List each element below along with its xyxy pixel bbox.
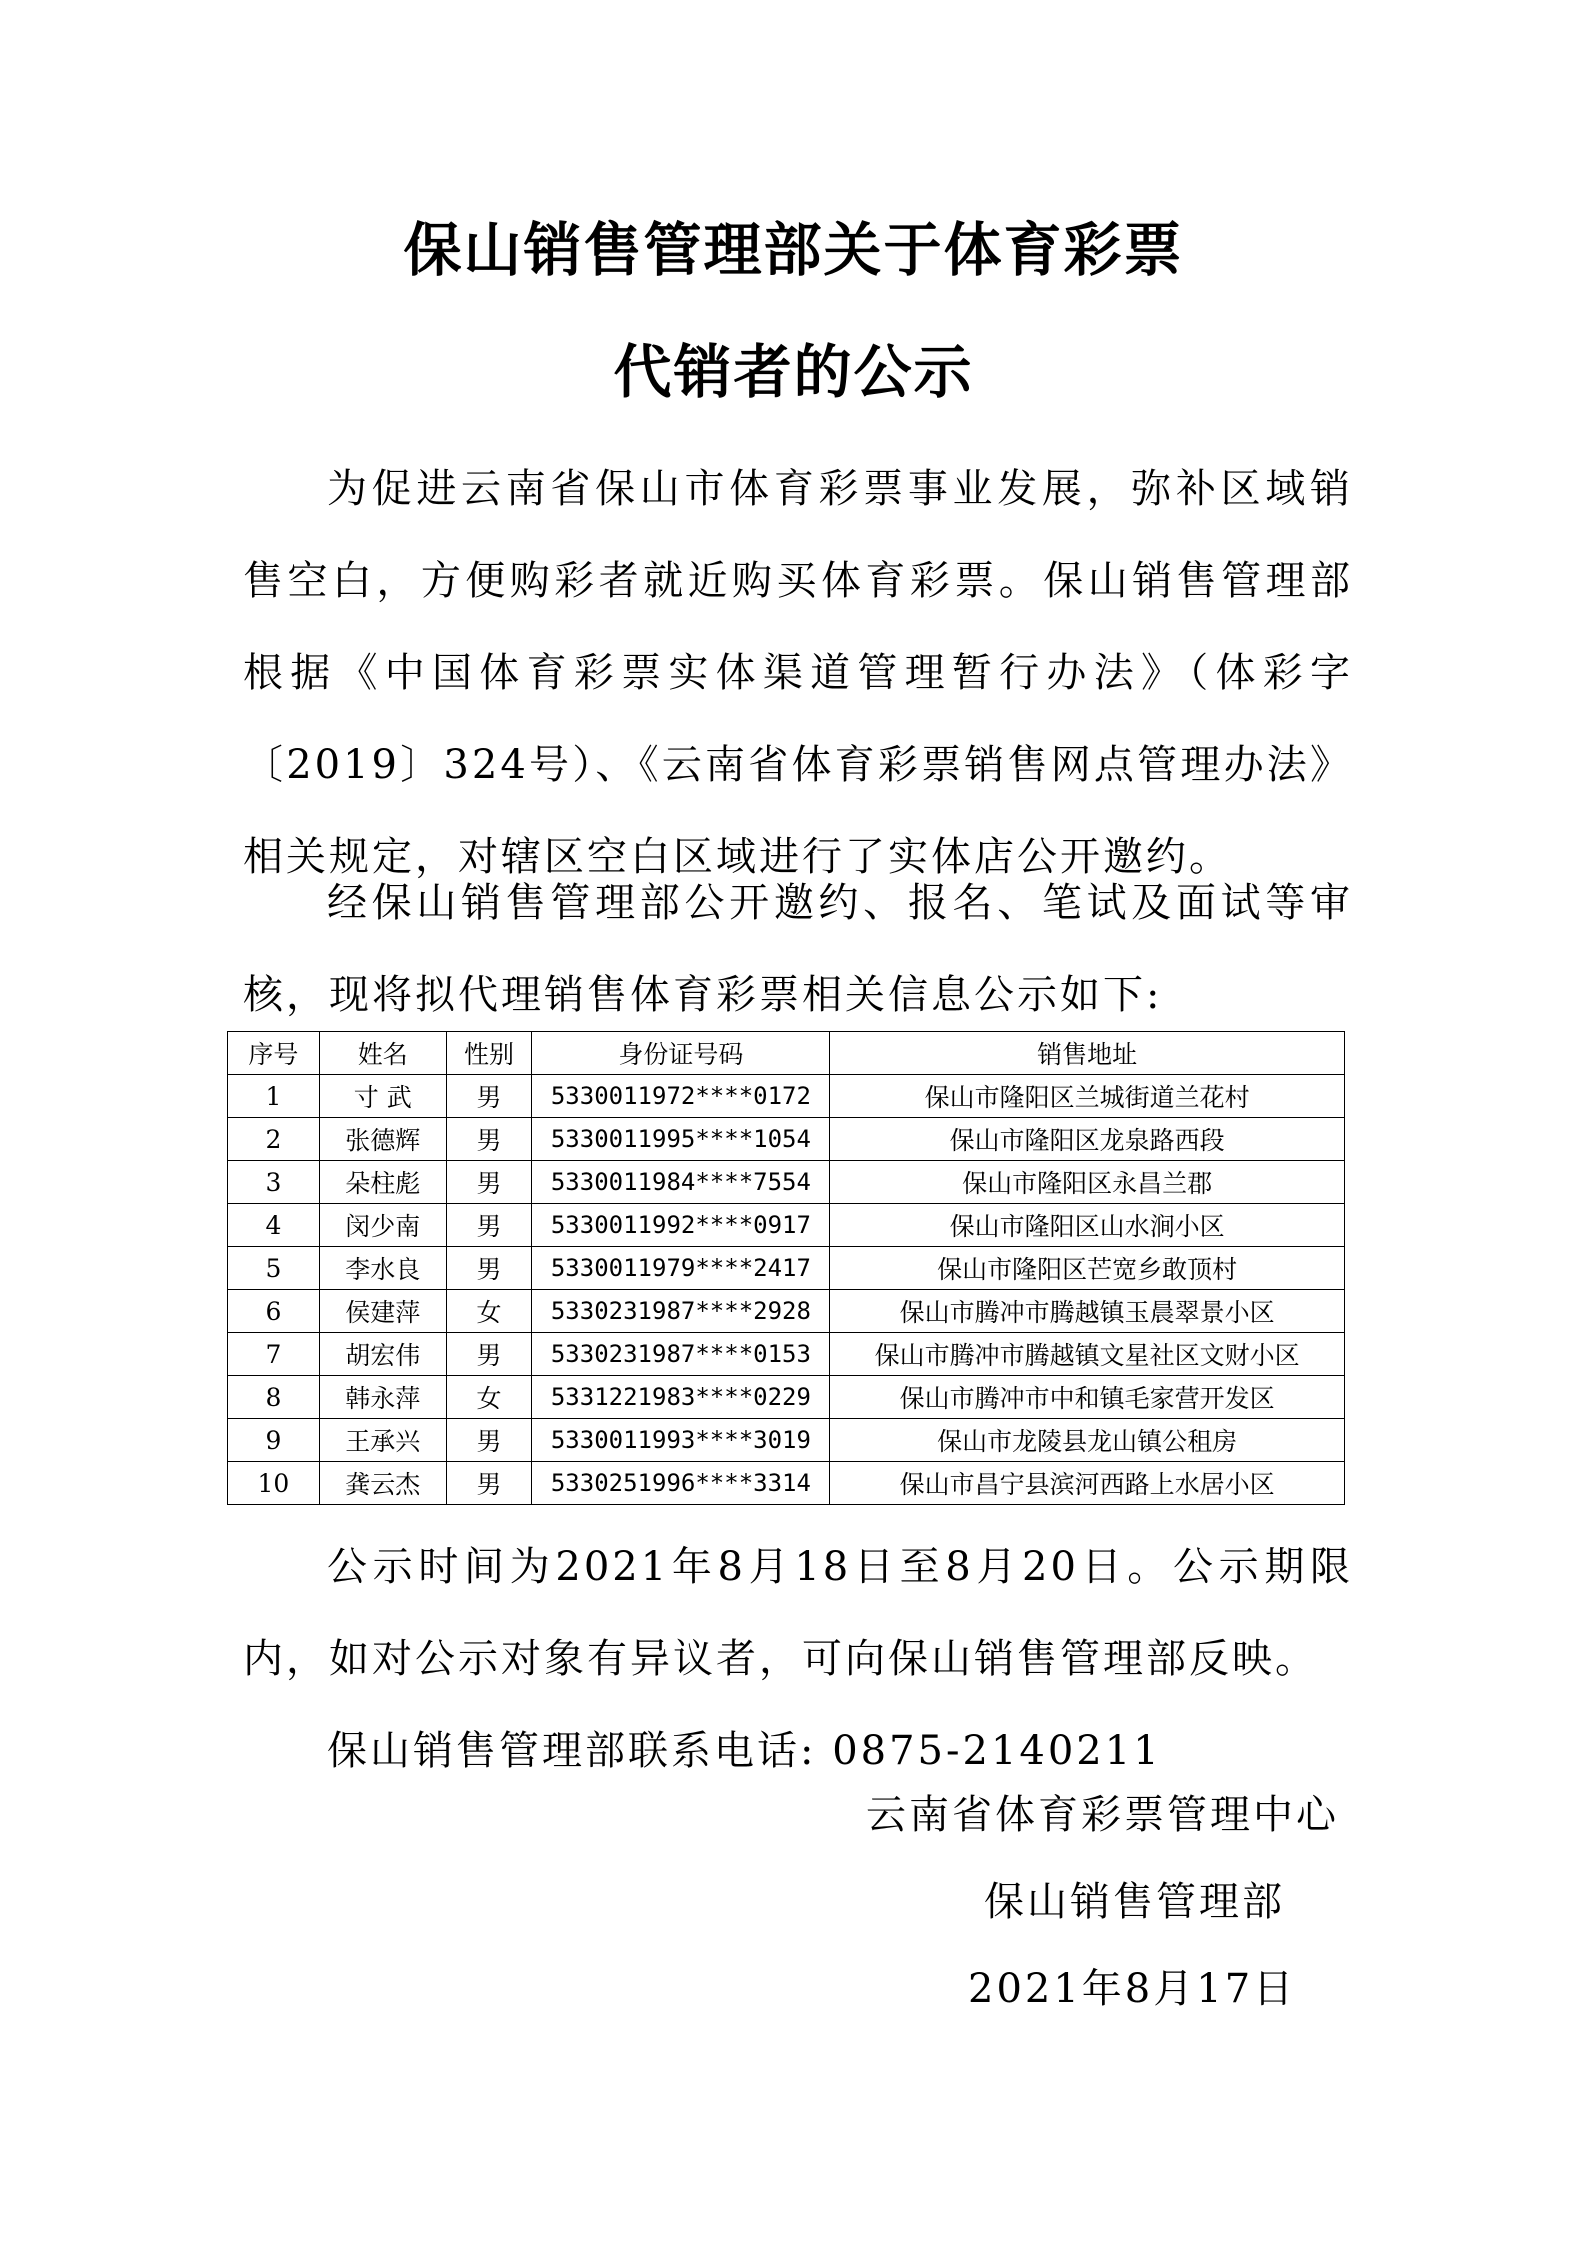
header-gender: 性别 <box>446 1032 532 1075</box>
cell-address: 保山市隆阳区兰城街道兰花村 <box>830 1075 1345 1118</box>
cell-address: 保山市隆阳区芒宽乡敢顶村 <box>830 1247 1345 1290</box>
signature-org-department: 保山销售管理部 <box>984 1879 1285 1925</box>
cell-name: 王承兴 <box>319 1419 446 1462</box>
table-row <box>228 1161 1345 1204</box>
cell-gender: 男 <box>446 1204 532 1247</box>
cell-index: 9 <box>228 1419 320 1462</box>
contact-section <box>243 1705 1353 1797</box>
cell-name: 朵柱彪 <box>319 1161 446 1204</box>
cell-address: 保山市龙陵县龙山镇公租房 <box>830 1419 1345 1462</box>
period-paragraph: 公示时间为2021年8月18日至8月20日。公示期限内，如对公示对象有异议者，可向保山销售管理部反映。 <box>243 1544 1353 1682</box>
cell-index: 2 <box>228 1118 320 1161</box>
cell-id-number: 5331221983****0229 <box>532 1376 830 1419</box>
cell-id-number: 5330231987****0153 <box>532 1333 830 1376</box>
cell-name: 闵少南 <box>319 1204 446 1247</box>
table-row <box>228 1247 1345 1290</box>
header-id-number: 身份证号码 <box>532 1032 830 1075</box>
header-address: 销售地址 <box>830 1032 1345 1075</box>
cell-name: 胡宏伟 <box>319 1333 446 1376</box>
signature-org-center: 云南省体育彩票管理中心 <box>866 1792 1339 1838</box>
table-row <box>228 1376 1345 1419</box>
cell-index: 10 <box>228 1462 320 1505</box>
cell-index: 1 <box>228 1075 320 1118</box>
cell-id-number: 5330011972****0172 <box>532 1075 830 1118</box>
table-row <box>228 1118 1345 1161</box>
cell-gender: 男 <box>446 1118 532 1161</box>
cell-id-number: 5330011979****2417 <box>532 1247 830 1290</box>
cell-index: 7 <box>228 1333 320 1376</box>
cell-gender: 男 <box>446 1333 532 1376</box>
cell-gender: 男 <box>446 1462 532 1505</box>
cell-index: 5 <box>228 1247 320 1290</box>
cell-address: 保山市腾冲市中和镇毛家营开发区 <box>830 1376 1345 1419</box>
table-row <box>228 1462 1345 1505</box>
cell-id-number: 5330011984****7554 <box>532 1161 830 1204</box>
cell-index: 4 <box>228 1204 320 1247</box>
cell-name: 侯建萍 <box>319 1290 446 1333</box>
header-name: 姓名 <box>319 1032 446 1075</box>
table-row <box>228 1204 1345 1247</box>
header-index: 序号 <box>228 1032 320 1075</box>
cell-name: 韩永萍 <box>319 1376 446 1419</box>
cell-id-number: 5330011992****0917 <box>532 1204 830 1247</box>
cell-name: 李水良 <box>319 1247 446 1290</box>
cell-address: 保山市隆阳区永昌兰郡 <box>830 1161 1345 1204</box>
cell-name: 龚云杰 <box>319 1462 446 1505</box>
cell-gender: 女 <box>446 1376 532 1419</box>
cell-address: 保山市昌宁县滨河西路上水居小区 <box>830 1462 1345 1505</box>
table-row <box>228 1419 1345 1462</box>
cell-gender: 男 <box>446 1075 532 1118</box>
intro-paragraph: 为促进云南省保山市体育彩票事业发展，弥补区域销售空白，方便购彩者就近购买体育彩票。保山销售管理部根据《中国体育彩票实体渠道管理暂行办法》（体彩字〔2019〕324号）、《云南省体育彩票销售网点管理办法》相关规定，对辖区空白区域进行了实体店公开邀约。 <box>243 466 1353 880</box>
cell-index: 6 <box>228 1290 320 1333</box>
signature-date: 2021年8月17日 <box>968 1966 1297 2012</box>
cell-address: 保山市隆阳区山水涧小区 <box>830 1204 1345 1247</box>
cell-index: 8 <box>228 1376 320 1419</box>
cell-index: 3 <box>228 1161 320 1204</box>
cell-name: 寸 武 <box>319 1075 446 1118</box>
table-header-row <box>228 1032 1345 1075</box>
cell-gender: 男 <box>446 1419 532 1462</box>
table-row <box>228 1333 1345 1376</box>
cell-id-number: 5330251996****3314 <box>532 1462 830 1505</box>
cell-address: 保山市腾冲市腾越镇玉晨翠景小区 <box>830 1290 1345 1333</box>
cell-id-number: 5330011993****3019 <box>532 1419 830 1462</box>
cell-gender: 男 <box>446 1161 532 1204</box>
contact-paragraph: 保山销售管理部联系电话: 0875-2140211 <box>327 1728 1162 1774</box>
vendor-table <box>227 1031 1345 1505</box>
table-row <box>228 1075 1345 1118</box>
cell-id-number: 5330231987****2928 <box>532 1290 830 1333</box>
cell-name: 张德辉 <box>319 1118 446 1161</box>
cell-gender: 女 <box>446 1290 532 1333</box>
intro-section <box>243 443 1353 903</box>
cell-address: 保山市腾冲市腾越镇文星社区文财小区 <box>830 1333 1345 1376</box>
document-title-line1: 保山销售管理部关于体育彩票 <box>403 216 1184 284</box>
table-row <box>228 1290 1345 1333</box>
document-title-line2: 代销者的公示 <box>613 338 974 406</box>
review-paragraph: 经保山销售管理部公开邀约、报名、笔试及面试等审核，现将拟代理销售体育彩票相关信息公示如下: <box>243 880 1353 1018</box>
cell-id-number: 5330011995****1054 <box>532 1118 830 1161</box>
period-section <box>243 1521 1353 1705</box>
cell-gender: 男 <box>446 1247 532 1290</box>
cell-address: 保山市隆阳区龙泉路西段 <box>830 1118 1345 1161</box>
review-section <box>243 857 1353 1041</box>
